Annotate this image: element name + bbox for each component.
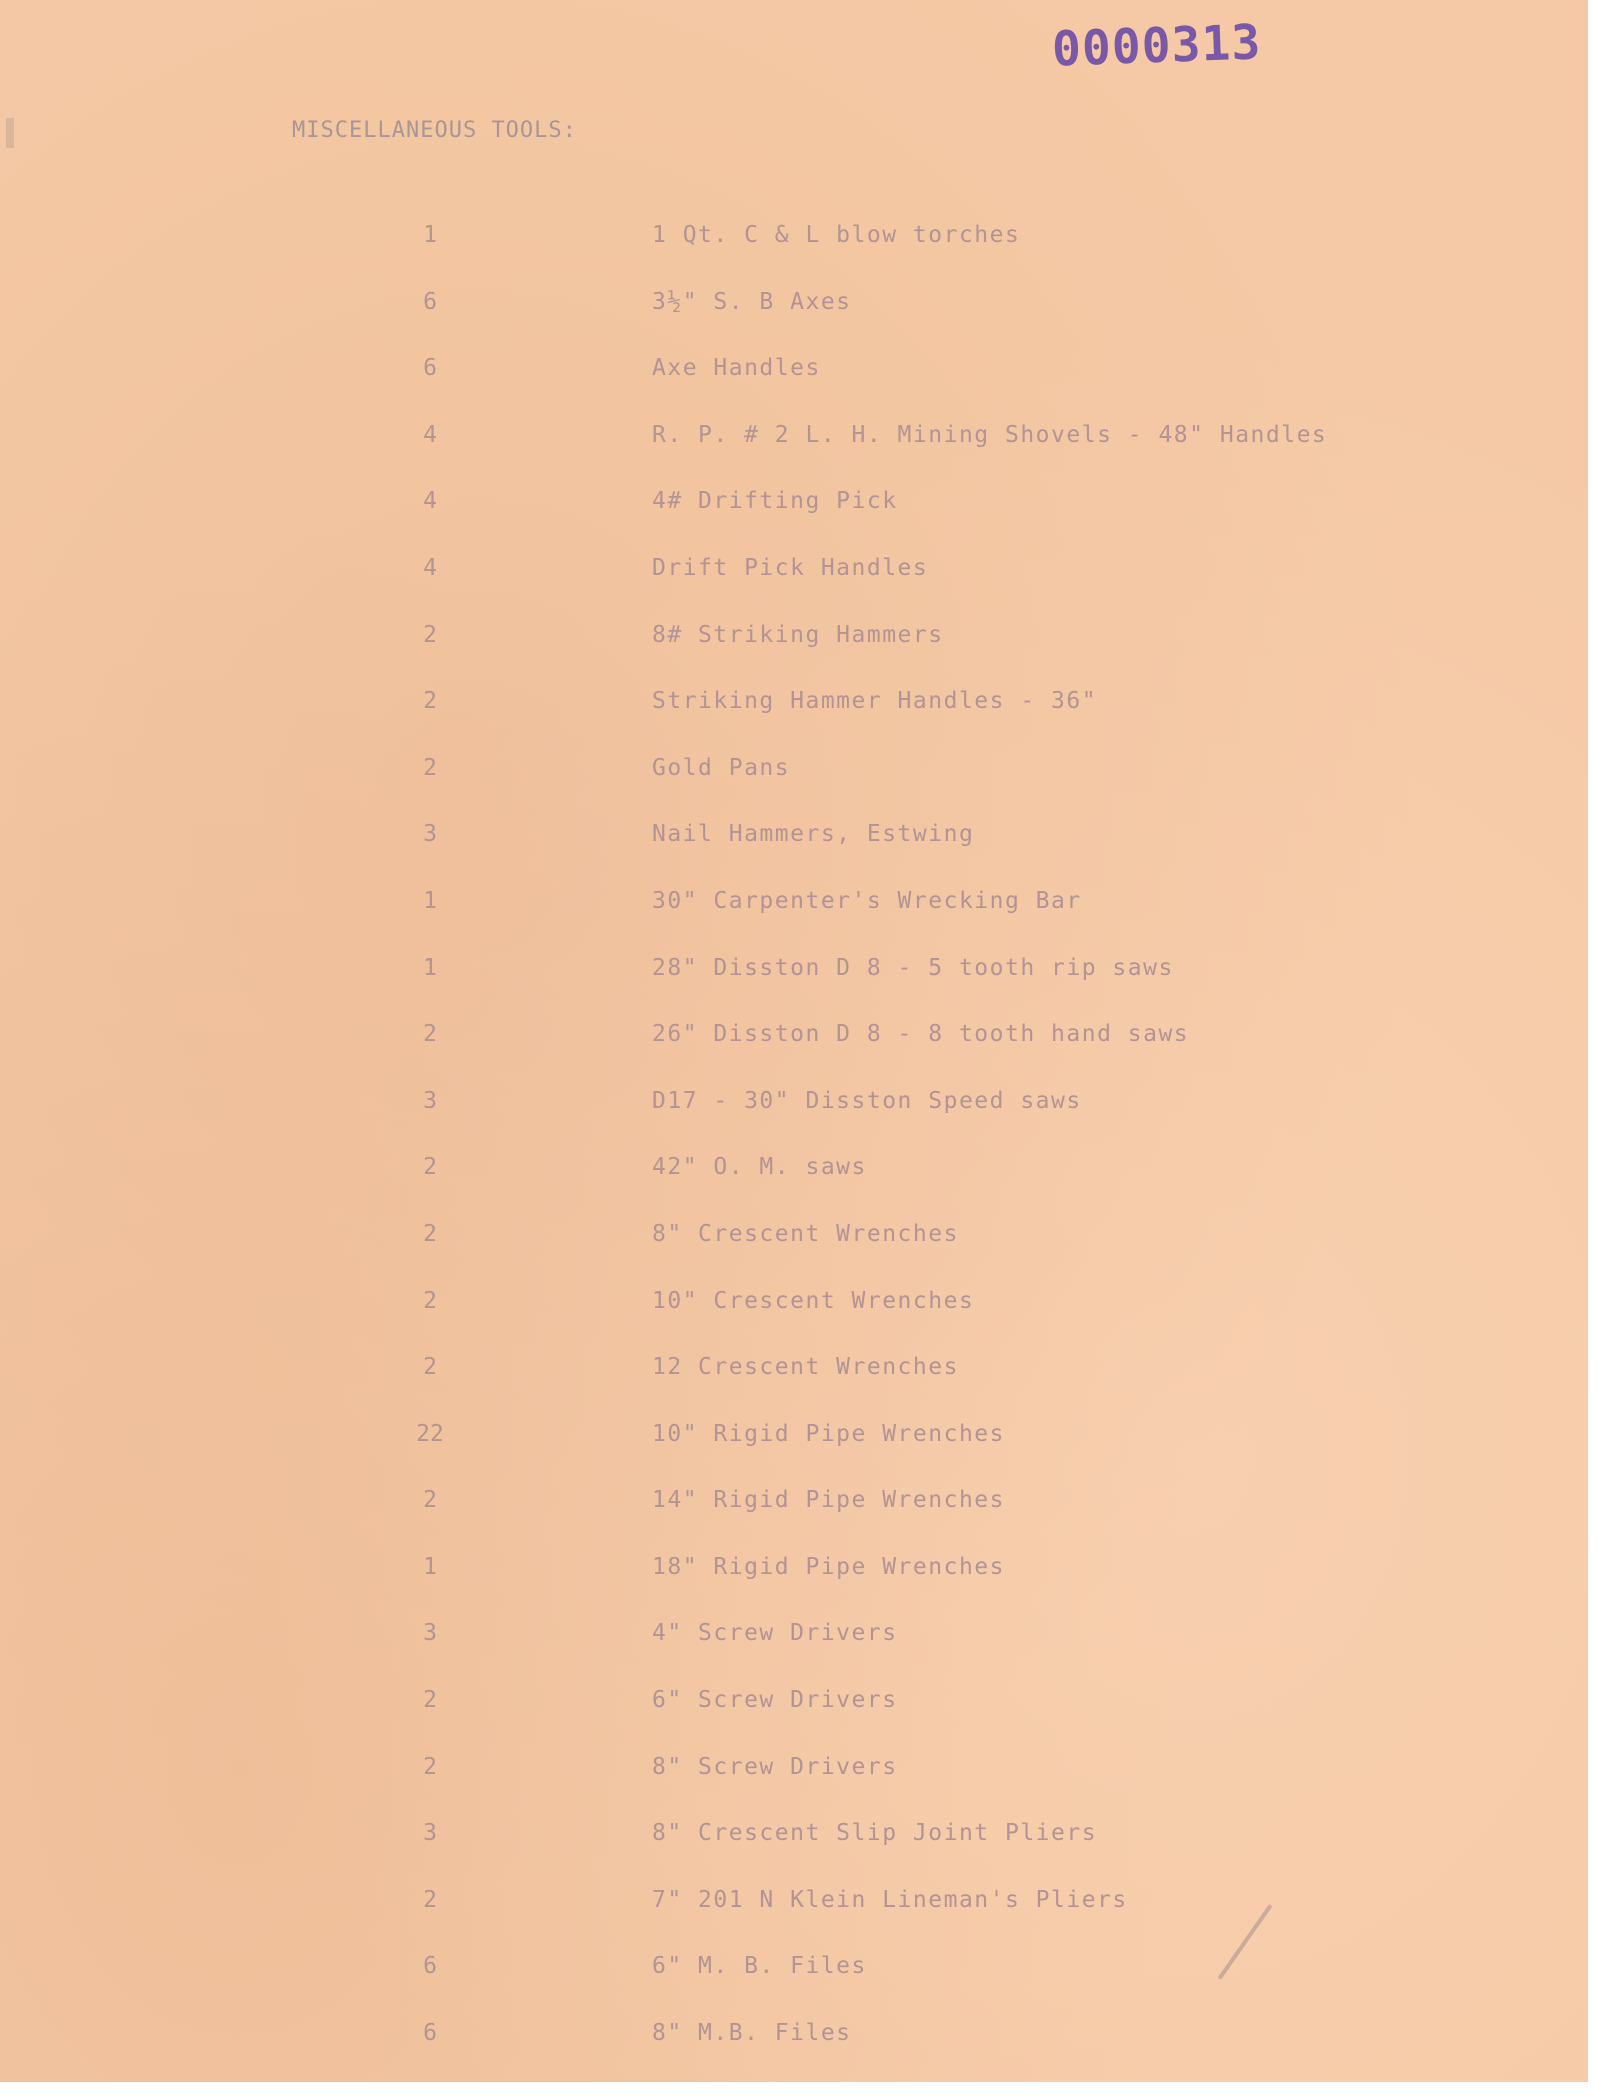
item-description: D17 - 30" Disston Speed saws	[652, 1087, 1082, 1114]
list-item	[0, 2020, 1588, 2087]
item-description: 42" O. M. saws	[652, 1154, 867, 1181]
item-description: 3½" S. B Axes	[652, 288, 852, 315]
list-item	[0, 1820, 1588, 1887]
list-item	[0, 821, 1588, 888]
item-quantity: 1	[423, 222, 437, 248]
section-heading: MISCELLANEOUS TOOLS:	[292, 118, 577, 143]
item-description: Drift Pick Handles	[652, 554, 929, 581]
item-quantity: 2	[423, 688, 437, 715]
list-item	[0, 1288, 1588, 1355]
item-quantity: 22	[416, 1420, 444, 1447]
list-item	[0, 222, 1588, 289]
item-quantity: 4	[423, 421, 437, 448]
item-description: R. P. # 2 L. H. Mining Shovels - 48" Handles	[652, 421, 1328, 448]
item-description: 30" Carpenter's Wrecking Bar	[652, 887, 1082, 914]
item-quantity: 3	[423, 1087, 437, 1114]
list-item	[0, 1754, 1588, 1821]
binding-mark	[6, 118, 14, 148]
list-item	[0, 1354, 1588, 1421]
item-quantity: 2	[423, 1021, 437, 1048]
list-item	[0, 888, 1588, 955]
item-description: 28" Disston D 8 - 5 tooth rip saws	[652, 954, 1174, 981]
item-quantity: 1	[423, 887, 437, 914]
list-item	[0, 1421, 1588, 1488]
list-item	[0, 1154, 1588, 1221]
item-description: 8" M.B. Files	[652, 2020, 852, 2047]
item-quantity: 6	[423, 355, 437, 382]
item-quantity: 3	[423, 1820, 437, 1847]
item-description: 10" Crescent Wrenches	[652, 1287, 975, 1314]
item-quantity: 2	[423, 1287, 437, 1314]
list-item	[0, 1088, 1588, 1155]
item-description: 6" Screw Drivers	[652, 1687, 898, 1714]
item-quantity: 2	[423, 621, 437, 648]
item-quantity: 6	[423, 288, 437, 315]
item-description: 8" Crescent Wrenches	[652, 1220, 959, 1247]
item-quantity: 4	[423, 554, 437, 581]
list-item	[0, 1620, 1588, 1687]
list-item	[0, 955, 1588, 1022]
item-quantity: 2	[423, 1487, 437, 1514]
item-quantity: 2	[423, 1220, 437, 1247]
tool-list	[0, 222, 1588, 2087]
list-item	[0, 688, 1588, 755]
item-quantity: 3	[423, 1620, 437, 1647]
list-item	[0, 555, 1588, 622]
list-item	[0, 1687, 1588, 1754]
item-description: 4" Screw Drivers	[652, 1620, 898, 1647]
item-quantity: 2	[423, 1354, 437, 1381]
list-item	[0, 1221, 1588, 1288]
item-description: Axe Handles	[652, 355, 821, 382]
list-item	[0, 1554, 1588, 1621]
item-description: 6" M. B. Files	[652, 1953, 867, 1980]
item-description: 8# Striking Hammers	[652, 621, 944, 648]
item-quantity: 2	[423, 1154, 437, 1181]
item-description: Striking Hammer Handles - 36"	[652, 688, 1098, 715]
item-quantity: 1	[423, 954, 437, 981]
item-description: 4# Drifting Pick	[652, 488, 898, 515]
item-description: Gold Pans	[652, 754, 791, 781]
item-description: 18" Rigid Pipe Wrenches	[652, 1553, 1005, 1580]
item-quantity: 2	[423, 1687, 437, 1714]
item-description: 12 Crescent Wrenches	[652, 1354, 959, 1381]
item-quantity: 1	[423, 1553, 437, 1580]
document-number-stamp: 0000313	[1051, 14, 1263, 78]
list-item	[0, 422, 1588, 489]
list-item	[0, 622, 1588, 689]
list-item	[0, 1953, 1588, 2020]
list-item	[0, 488, 1588, 555]
list-item	[0, 289, 1588, 356]
item-quantity: 2	[423, 1886, 437, 1913]
item-quantity: 6	[423, 2020, 437, 2047]
list-item	[0, 1487, 1588, 1554]
item-description: 8" Screw Drivers	[652, 1753, 898, 1780]
item-description: 7" 201 N Klein Lineman's Pliers	[652, 1886, 1128, 1913]
list-item	[0, 1021, 1588, 1088]
item-quantity: 4	[423, 488, 437, 515]
item-description: 8" Crescent Slip Joint Pliers	[652, 1820, 1098, 1847]
item-description: 10" Rigid Pipe Wrenches	[652, 1420, 1005, 1447]
item-quantity: 2	[423, 1753, 437, 1780]
item-description: 14" Rigid Pipe Wrenches	[652, 1487, 1005, 1514]
list-item	[0, 355, 1588, 422]
list-item	[0, 755, 1588, 822]
item-description: 1 Qt. C & L blow torches	[652, 222, 1021, 248]
item-quantity: 3	[423, 821, 437, 848]
list-item	[0, 1887, 1588, 1954]
item-quantity: 2	[423, 754, 437, 781]
item-description: 26" Disston D 8 - 8 tooth hand saws	[652, 1021, 1190, 1048]
item-quantity: 6	[423, 1953, 437, 1980]
item-description: Nail Hammers, Estwing	[652, 821, 975, 848]
